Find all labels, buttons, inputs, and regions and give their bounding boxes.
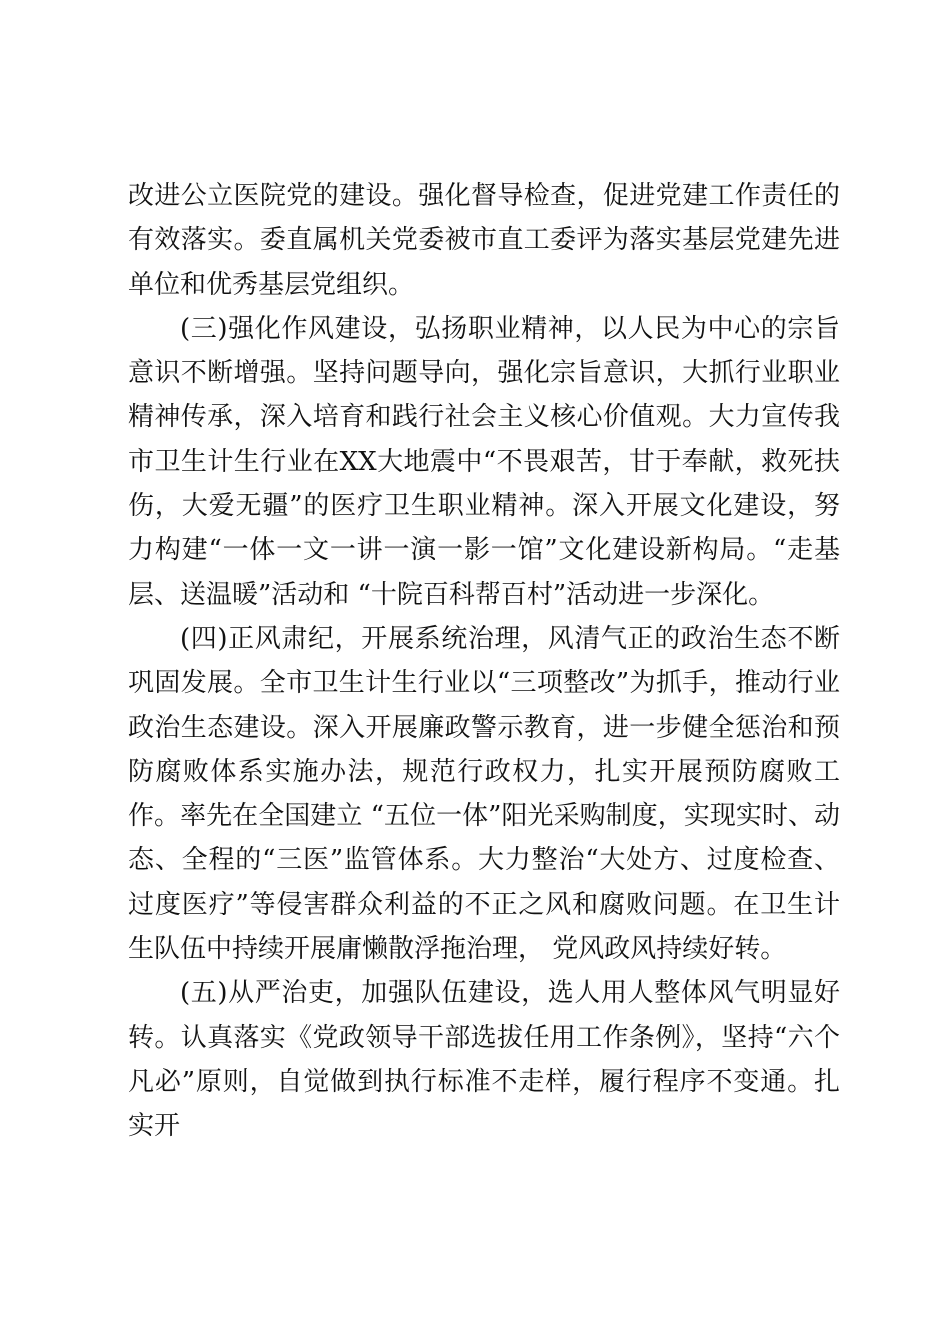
paragraph-4: (五)从严治吏，加强队伍建设，选人用人整体风气明显好转。认真落实《党政领导干部选拔任用工作条例》，坚持“六个凡必”原则，自觉做到执行标准不走样，履行程序不变通。扎实开	[128, 978, 840, 1142]
document-body	[128, 174, 840, 1149]
paragraph-2: (三)强化作风建设，弘扬职业精神，以人民为中心的宗旨意识不断增强。坚持问题导向，强化宗旨意识，大抓行业职业精神传承，深入培育和践行社会主义核心价值观。大力宣传我市卫生计生行业在XX大地震中“不畏艰苦，甘于奉献，救死扶伤，大爱无疆”的医疗卫生职业精神。深入开展文化建设，努力构建“一体一文一讲一演一影一馆”文化建设新构局。“走基层、送温暖”活动和 “十院百科帮百村”活动进一步深化。	[128, 313, 840, 610]
paragraph-1: 改进公立医院党的建设。强化督导检查，促进党建工作责任的有效落实。委直属机关党委被市直工委评为落实基层党建先进单位和优秀基层党组织。	[128, 181, 840, 300]
paragraph-3: (四)正风肃纪，开展系统治理，风清气正的政治生态不断巩固发展。全市卫生计生行业以“三项整改”为抓手，推动行业政治生态建设。深入开展廉政警示教育，进一步健全惩治和预防腐败体系实施办法，规范行政权力，扎实开展预防腐败工作。率先在全国建立 “五位一体”阳光采购制度，实现实时、动态、全程的“三医”监管体系。大力整治“大处方、过度检查、过度医疗”等侵害群众利益的不正之风和腐败问题。在卫生计生队伍中持续开展庸懒散浮拖治理， 党风政风持续好转。	[128, 623, 840, 965]
